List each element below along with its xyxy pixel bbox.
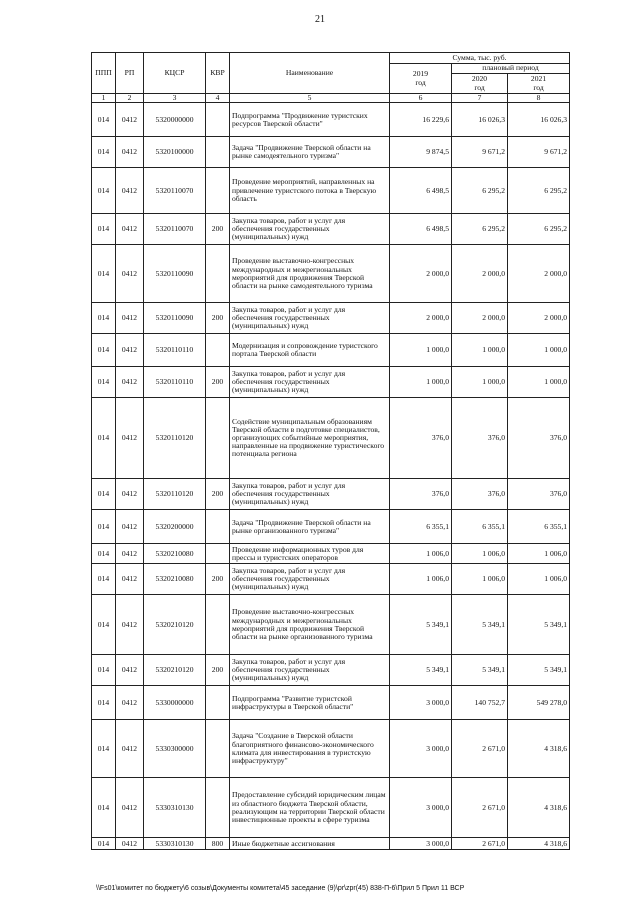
- cell-kcsr: 5320110110: [144, 334, 206, 367]
- cell-kcsr: 5320110090: [144, 245, 206, 303]
- header-year-2021: 2021 год: [508, 74, 570, 94]
- cell-2020: 2 671,0: [452, 720, 508, 778]
- cell-rp: 0412: [116, 398, 144, 479]
- header-kcsr: КЦСР: [144, 53, 206, 94]
- cell-kcsr: 5330300000: [144, 720, 206, 778]
- cell-rp: 0412: [116, 245, 144, 303]
- cell-kvr: 200: [206, 303, 230, 334]
- table-row: [92, 303, 570, 334]
- cell-name: Закупка товаров, работ и услуг для обеспечения государственных (муниципальных) нужд: [230, 303, 390, 334]
- cell-ppp: 014: [92, 686, 116, 720]
- cell-kvr: [206, 398, 230, 479]
- cell-kvr: [206, 137, 230, 168]
- column-number: 3: [144, 94, 206, 103]
- cell-kvr: 200: [206, 564, 230, 595]
- cell-ppp: 014: [92, 720, 116, 778]
- cell-kvr: 800: [206, 838, 230, 850]
- cell-kcsr: 5320110070: [144, 214, 206, 245]
- header-rp: РП: [116, 53, 144, 94]
- cell-ppp: 014: [92, 303, 116, 334]
- header-planned-period: плановый период: [452, 64, 570, 74]
- cell-2019: 1 000,0: [390, 367, 452, 398]
- cell-2019: 6 498,5: [390, 168, 452, 214]
- column-number: 6: [390, 94, 452, 103]
- table-row: [92, 778, 570, 838]
- cell-rp: 0412: [116, 510, 144, 544]
- cell-2019: 3 000,0: [390, 838, 452, 850]
- table-row: [92, 655, 570, 686]
- cell-kcsr: 5320110110: [144, 367, 206, 398]
- cell-2021: 1 000,0: [508, 334, 570, 367]
- cell-2019: 1 006,0: [390, 564, 452, 595]
- cell-rp: 0412: [116, 564, 144, 595]
- header-name: Наименование: [230, 53, 390, 94]
- cell-name: Закупка товаров, работ и услуг для обеспечения государственных (муниципальных) нужд: [230, 214, 390, 245]
- cell-2019: 1 000,0: [390, 334, 452, 367]
- cell-2020: 140 752,7: [452, 686, 508, 720]
- cell-rp: 0412: [116, 778, 144, 838]
- cell-rp: 0412: [116, 214, 144, 245]
- cell-kvr: [206, 245, 230, 303]
- cell-2021: 2 000,0: [508, 303, 570, 334]
- cell-2021: 1 006,0: [508, 544, 570, 564]
- cell-kvr: [206, 720, 230, 778]
- cell-kcsr: 5320210120: [144, 595, 206, 655]
- cell-rp: 0412: [116, 838, 144, 850]
- cell-ppp: 014: [92, 103, 116, 137]
- cell-2020: 1 000,0: [452, 367, 508, 398]
- cell-ppp: 014: [92, 479, 116, 510]
- cell-rp: 0412: [116, 595, 144, 655]
- cell-ppp: 014: [92, 137, 116, 168]
- cell-rp: 0412: [116, 655, 144, 686]
- cell-name: Проведение информационных туров для прессы и туристских операторов: [230, 544, 390, 564]
- cell-2020: 9 671,2: [452, 137, 508, 168]
- cell-2019: 3 000,0: [390, 720, 452, 778]
- cell-rp: 0412: [116, 137, 144, 168]
- cell-2019: 376,0: [390, 398, 452, 479]
- cell-ppp: 014: [92, 245, 116, 303]
- cell-ppp: 014: [92, 544, 116, 564]
- cell-kvr: [206, 544, 230, 564]
- cell-kvr: [206, 686, 230, 720]
- cell-rp: 0412: [116, 686, 144, 720]
- cell-2020: 376,0: [452, 479, 508, 510]
- cell-name: Иные бюджетные ассигнования: [230, 838, 390, 850]
- budget-table: [91, 52, 570, 850]
- cell-2020: 2 000,0: [452, 245, 508, 303]
- cell-2021: 6 355,1: [508, 510, 570, 544]
- cell-name: Проведение выставочно-конгрессных международных и межрегиональных мероприятий для продвижения Тверской области на рынке самодеятельного туризма: [230, 245, 390, 303]
- cell-2021: 6 295,2: [508, 168, 570, 214]
- column-number-row: [92, 94, 570, 103]
- cell-kcsr: 5330310130: [144, 838, 206, 850]
- cell-name: Задача "Продвижение Тверской области на рынке самодеятельного туризма": [230, 137, 390, 168]
- cell-name: Проведение выставочно-конгрессных международных и межрегиональных мероприятий для продвижения Тверской области на рынке организованного туризма: [230, 595, 390, 655]
- cell-kvr: [206, 103, 230, 137]
- cell-name: Модернизация и сопровождение туристского портала Тверской области: [230, 334, 390, 367]
- cell-2021: 6 295,2: [508, 214, 570, 245]
- cell-2019: 6 355,1: [390, 510, 452, 544]
- page-number: 21: [315, 14, 325, 25]
- cell-kvr: [206, 168, 230, 214]
- cell-kvr: 200: [206, 367, 230, 398]
- cell-kcsr: 5320210080: [144, 564, 206, 595]
- cell-2019: 5 349,1: [390, 595, 452, 655]
- table-row: [92, 479, 570, 510]
- column-number: 7: [452, 94, 508, 103]
- table-row: [92, 214, 570, 245]
- cell-2021: 1 006,0: [508, 564, 570, 595]
- cell-ppp: 014: [92, 595, 116, 655]
- cell-2019: 3 000,0: [390, 686, 452, 720]
- file-path-footer: \\Fs01\комитет по бюджету\6 созыв\Документы комитета\45 заседание (9)\pr\zpr(45) 838-П-6\Прил 5 Прил 11 ВСР: [96, 885, 465, 892]
- cell-ppp: 014: [92, 655, 116, 686]
- table-row: [92, 137, 570, 168]
- cell-2019: 2 000,0: [390, 303, 452, 334]
- cell-kvr: [206, 595, 230, 655]
- cell-2021: 1 000,0: [508, 367, 570, 398]
- column-number: 4: [206, 94, 230, 103]
- cell-2020: 1 006,0: [452, 564, 508, 595]
- cell-kcsr: 5320110120: [144, 398, 206, 479]
- cell-name: Закупка товаров, работ и услуг для обеспечения государственных (муниципальных) нужд: [230, 479, 390, 510]
- table-row: [92, 564, 570, 595]
- cell-2020: 2 000,0: [452, 303, 508, 334]
- cell-name: Закупка товаров, работ и услуг для обеспечения государственных (муниципальных) нужд: [230, 367, 390, 398]
- cell-2020: 6 295,2: [452, 214, 508, 245]
- cell-kcsr: 5320210120: [144, 655, 206, 686]
- cell-kcsr: 5320210080: [144, 544, 206, 564]
- cell-2020: 5 349,1: [452, 655, 508, 686]
- cell-2021: 549 278,0: [508, 686, 570, 720]
- cell-2019: 5 349,1: [390, 655, 452, 686]
- table-row: [92, 334, 570, 367]
- cell-2020: 2 671,0: [452, 778, 508, 838]
- table-row: [92, 510, 570, 544]
- cell-ppp: 014: [92, 778, 116, 838]
- cell-2020: 6 355,1: [452, 510, 508, 544]
- table-row: [92, 838, 570, 850]
- column-number: 8: [508, 94, 570, 103]
- cell-name: Задача "Создание в Тверской области благоприятного финансово-экономического климата для инвестирования в туристскую инфраструктуру": [230, 720, 390, 778]
- cell-name: Содействие муниципальным образованиям Тверской области в подготовке специалистов, организующих событийные мероприятия, направленные на продвижение туристического потенциала региона: [230, 398, 390, 479]
- cell-2021: 376,0: [508, 479, 570, 510]
- table-row: [92, 168, 570, 214]
- cell-kvr: [206, 510, 230, 544]
- column-number: 1: [92, 94, 116, 103]
- cell-kcsr: 5320110120: [144, 479, 206, 510]
- cell-ppp: 014: [92, 398, 116, 479]
- cell-rp: 0412: [116, 103, 144, 137]
- cell-rp: 0412: [116, 544, 144, 564]
- cell-2019: 9 874,5: [390, 137, 452, 168]
- header-year-2020: 2020 год: [452, 74, 508, 94]
- table-row: [92, 245, 570, 303]
- header-sum: Сумма, тыс. руб.: [390, 53, 570, 64]
- cell-kvr: 200: [206, 655, 230, 686]
- cell-ppp: 014: [92, 838, 116, 850]
- cell-kvr: 200: [206, 214, 230, 245]
- cell-2021: 9 671,2: [508, 137, 570, 168]
- cell-kcsr: 5320110090: [144, 303, 206, 334]
- cell-2021: 376,0: [508, 398, 570, 479]
- cell-ppp: 014: [92, 564, 116, 595]
- cell-2019: 2 000,0: [390, 245, 452, 303]
- header-kvr: КВР: [206, 53, 230, 94]
- cell-2021: 5 349,1: [508, 655, 570, 686]
- cell-2021: 4 318,6: [508, 838, 570, 850]
- cell-2020: 6 295,2: [452, 168, 508, 214]
- cell-2019: 1 006,0: [390, 544, 452, 564]
- table-row: [92, 686, 570, 720]
- cell-2021: 4 318,6: [508, 720, 570, 778]
- cell-2020: 1 000,0: [452, 334, 508, 367]
- cell-2021: 5 349,1: [508, 595, 570, 655]
- header-ppp: ППП: [92, 53, 116, 94]
- cell-2020: 376,0: [452, 398, 508, 479]
- cell-kcsr: 5320110070: [144, 168, 206, 214]
- cell-kcsr: 5320000000: [144, 103, 206, 137]
- table-row: [92, 720, 570, 778]
- cell-2020: 16 026,3: [452, 103, 508, 137]
- cell-kcsr: 5330310130: [144, 778, 206, 838]
- cell-rp: 0412: [116, 479, 144, 510]
- cell-2021: 4 318,6: [508, 778, 570, 838]
- cell-rp: 0412: [116, 303, 144, 334]
- cell-kcsr: 5320200000: [144, 510, 206, 544]
- cell-kvr: 200: [206, 479, 230, 510]
- table-row: [92, 544, 570, 564]
- cell-rp: 0412: [116, 367, 144, 398]
- cell-kcsr: 5320100000: [144, 137, 206, 168]
- table-row: [92, 398, 570, 479]
- column-number: 5: [230, 94, 390, 103]
- cell-name: Предоставление субсидий юридическим лицам из областного бюджета Тверской области, реализующим на территории Тверской области инвестиционные проекты в сфере туризма: [230, 778, 390, 838]
- cell-ppp: 014: [92, 510, 116, 544]
- cell-rp: 0412: [116, 334, 144, 367]
- cell-ppp: 014: [92, 214, 116, 245]
- cell-rp: 0412: [116, 168, 144, 214]
- table-row: [92, 103, 570, 137]
- cell-2021: 16 026,3: [508, 103, 570, 137]
- cell-name: Задача "Продвижение Тверской области на рынке организованного туризма": [230, 510, 390, 544]
- cell-ppp: 014: [92, 334, 116, 367]
- cell-ppp: 014: [92, 367, 116, 398]
- cell-name: Проведение мероприятий, направленных на привлечение туристского потока в Тверскую область: [230, 168, 390, 214]
- cell-name: Подпрограмма "Продвижение туристских ресурсов Тверской области": [230, 103, 390, 137]
- column-number: 2: [116, 94, 144, 103]
- cell-name: Подпрограмма "Развитие туристской инфраструктуры в Тверской области": [230, 686, 390, 720]
- header-year-2019: 2019 год: [390, 64, 452, 94]
- cell-kvr: [206, 778, 230, 838]
- cell-ppp: 014: [92, 168, 116, 214]
- cell-2020: 2 671,0: [452, 838, 508, 850]
- cell-2019: 3 000,0: [390, 778, 452, 838]
- cell-2020: 1 006,0: [452, 544, 508, 564]
- table-body: [92, 103, 570, 850]
- cell-kcsr: 5330000000: [144, 686, 206, 720]
- cell-name: Закупка товаров, работ и услуг для обеспечения государственных (муниципальных) нужд: [230, 564, 390, 595]
- table-row: [92, 595, 570, 655]
- table-row: [92, 367, 570, 398]
- cell-2019: 6 498,5: [390, 214, 452, 245]
- cell-rp: 0412: [116, 720, 144, 778]
- cell-2019: 16 229,6: [390, 103, 452, 137]
- cell-2021: 2 000,0: [508, 245, 570, 303]
- cell-kvr: [206, 334, 230, 367]
- cell-2020: 5 349,1: [452, 595, 508, 655]
- cell-2019: 376,0: [390, 479, 452, 510]
- cell-name: Закупка товаров, работ и услуг для обеспечения государственных (муниципальных) нужд: [230, 655, 390, 686]
